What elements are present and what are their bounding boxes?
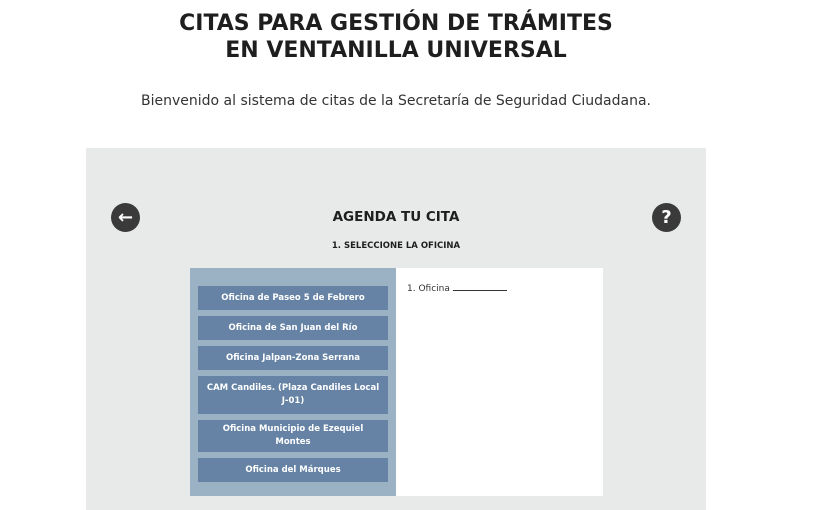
office-button[interactable]: Oficina de San Juan del Río — [198, 316, 388, 340]
step-heading: 1. SELECCIONE LA OFICINA — [331, 241, 461, 251]
page-title — [0, 10, 792, 64]
office-button[interactable]: CAM Candiles. (Plaza Candiles Local J-01) — [198, 376, 388, 414]
summary-office-blank — [453, 290, 507, 291]
title-line-1: CITAS PARA GESTIÓN DE TRÁMITES — [179, 11, 613, 36]
title-line-2: EN VENTANILLA UNIVERSAL — [225, 38, 567, 63]
office-list — [190, 268, 396, 496]
appointment-panel — [86, 148, 706, 510]
office-button[interactable]: Oficina del Márques — [198, 458, 388, 482]
welcome-text: Bienvenido al sistema de citas de la Secretaría de Seguridad Ciudadana. — [141, 93, 651, 109]
office-button[interactable]: Oficina Municipio de Ezequiel Montes — [198, 420, 388, 452]
office-button[interactable]: Oficina Jalpan-Zona Serrana — [198, 346, 388, 370]
office-button[interactable]: Oficina de Paseo 5 de Febrero — [198, 286, 388, 310]
help-icon[interactable]: ? — [652, 203, 681, 232]
summary-office-label: 1. Oficina — [407, 284, 450, 294]
back-arrow-icon[interactable]: ← — [111, 203, 140, 232]
panel-heading: AGENDA TU CITA — [332, 209, 460, 225]
selection-summary — [396, 268, 603, 496]
